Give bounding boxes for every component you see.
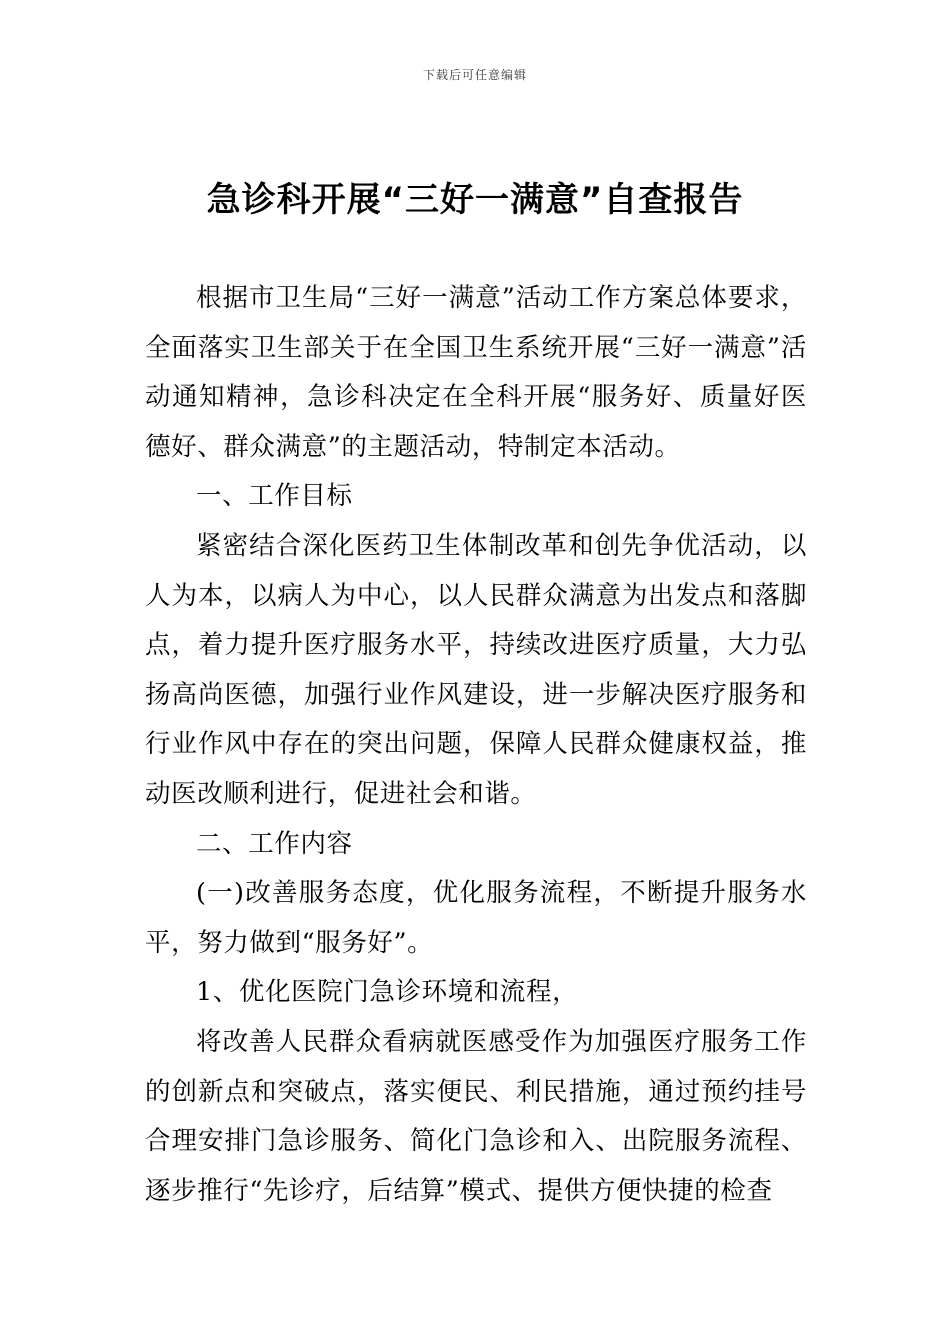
- subheading-optimize: 1、优化医院门急诊环境和流程，: [196, 977, 579, 1008]
- paragraph-service: (一)改善服务态度，优化服务流程，不断提升服务水平，努力做到“服务好”。: [145, 878, 807, 958]
- document-body: [145, 274, 807, 1216]
- section-heading-goals: 一、工作目标: [196, 481, 353, 512]
- section-heading-content: 二、工作内容: [196, 828, 353, 859]
- paragraph-goals: 紧密结合深化医药卫生体制改革和创先争优活动，以人为本，以病人为中心，以人民群众满意为出发点和落脚点，着力提升医疗服务水平，持续改进医疗质量，大力弘扬高尚医德，加强行业作风建设，进一步解决医疗服务和行业作风中存在的突出问题，保障人民群众健康权益，推动医改顺利进行，促进社会和谐。: [145, 530, 807, 809]
- document-title: 急诊科开展“三好一满意”自查报告: [206, 180, 744, 220]
- paragraph-intro: 根据市卫生局“三好一满意”活动工作方案总体要求，全面落实卫生部关于在全国卫生系统开展“三好一满意”活动通知精神，急诊科决定在全科开展“服务好、质量好医德好、群众满意”的主题活动，特制定本活动。: [145, 283, 807, 462]
- paragraph-optimize: 将改善人民群众看病就医感受作为加强医疗服务工作的创新点和突破点，落实便民、利民措施，通过预约挂号合理安排门急诊服务、简化门急诊和入、出院服务流程、逐步推行“先诊疗，后结算”模式、提供方便快捷的检查: [145, 1026, 807, 1206]
- header-note: 下载后可任意编辑: [422, 68, 527, 82]
